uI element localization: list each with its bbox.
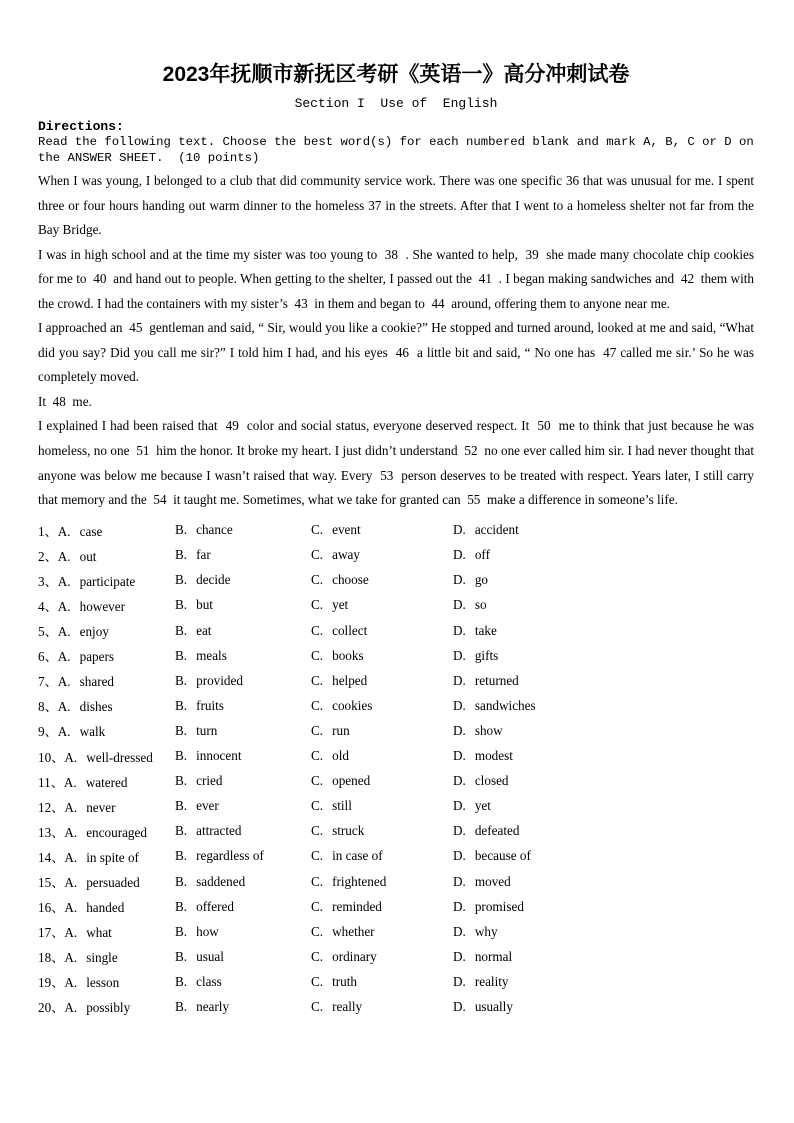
option-cell (453, 547, 754, 563)
option-letter: C. (311, 697, 324, 713)
option-cell (453, 949, 754, 965)
option-text: reality (474, 973, 509, 989)
option-text: nearly (196, 998, 230, 1014)
option-text: offered (196, 898, 234, 914)
option-text: encouraged (86, 824, 147, 840)
option-letter: D. (453, 848, 466, 864)
option-text: turn (196, 722, 218, 738)
option-cell (311, 823, 453, 839)
question-number: 5、 (38, 624, 58, 640)
option-text: run (332, 722, 350, 738)
option-cell (38, 571, 175, 590)
option-cell (175, 698, 311, 714)
option-letter: C. (311, 798, 324, 814)
option-text: closed (474, 773, 509, 789)
question-row (38, 994, 754, 1019)
option-text: away (332, 547, 360, 563)
option-text: in spite of (86, 849, 139, 865)
questions-list (38, 518, 754, 1020)
option-text: single (86, 950, 118, 966)
option-letter: A. (57, 649, 71, 665)
option-text: however (79, 598, 126, 614)
option-letter: C. (311, 597, 324, 613)
option-letter: A. (64, 849, 78, 865)
option-cell (311, 522, 453, 538)
option-text: so (474, 597, 487, 613)
option-text: yet (332, 597, 349, 613)
option-cell (38, 847, 175, 866)
option-text: defeated (474, 823, 520, 839)
option-cell (311, 924, 453, 940)
option-text: books (332, 647, 364, 663)
option-text: modest (474, 748, 513, 764)
option-cell (175, 823, 311, 839)
option-cell (38, 872, 175, 891)
option-text: class (196, 973, 222, 989)
option-text: what (86, 925, 112, 941)
option-text: possibly (86, 1000, 131, 1016)
option-text: regardless of (196, 848, 264, 864)
option-letter: B. (175, 898, 188, 914)
option-letter: D. (453, 597, 466, 613)
option-text: chance (196, 522, 233, 538)
option-text: really (332, 998, 363, 1014)
option-text: provided (196, 672, 243, 688)
option-text: why (474, 923, 498, 939)
option-letter: A. (64, 925, 78, 941)
option-cell (175, 874, 311, 890)
passage-paragraph: I was in high school and at the time my sister was too young to 38 . She wanted to help, 39 she made many chocolate chip cookies for me to 40 and hand out to people. When getting to the shelter, I passed out the 41 . I began making sandwiches and 42 them with the crowd. I had the containers with my sister’s 43 in them and began to 44 around, offering them to anyone near me. (38, 246, 758, 311)
option-letter: A. (64, 975, 78, 991)
option-text: opened (332, 773, 371, 789)
option-letter: A. (57, 598, 71, 614)
option-cell (311, 547, 453, 563)
option-cell (175, 597, 311, 613)
option-cell (311, 999, 453, 1015)
option-letter: A. (57, 724, 71, 740)
option-cell (38, 922, 175, 941)
option-letter: D. (453, 522, 466, 538)
option-letter: D. (453, 998, 466, 1014)
option-letter: C. (311, 948, 324, 964)
question-number: 18、 (38, 950, 65, 966)
option-text: truth (332, 973, 358, 989)
question-row (38, 919, 754, 944)
option-text: persuaded (86, 875, 140, 891)
question-number: 8、 (38, 699, 58, 715)
option-cell (311, 974, 453, 990)
option-letter: C. (311, 773, 324, 789)
option-text: gifts (474, 647, 499, 663)
option-cell (175, 924, 311, 940)
option-letter: C. (311, 647, 324, 663)
option-text: reminded (332, 898, 382, 914)
option-letter: D. (453, 622, 466, 638)
option-cell (453, 798, 754, 814)
option-cell (175, 623, 311, 639)
option-letter: B. (175, 697, 188, 713)
option-letter: D. (453, 798, 466, 814)
option-text: participate (79, 573, 136, 589)
option-cell (175, 798, 311, 814)
option-text: saddened (196, 873, 246, 889)
option-letter: C. (311, 898, 324, 914)
option-text: old (332, 748, 349, 764)
option-letter: A. (57, 699, 71, 715)
option-letter: B. (175, 973, 188, 989)
option-letter: B. (175, 923, 188, 939)
option-cell (453, 924, 754, 940)
option-cell (38, 897, 175, 916)
question-number: 11、 (38, 774, 64, 790)
option-letter: A. (64, 824, 78, 840)
option-cell (311, 623, 453, 639)
question-row (38, 794, 754, 819)
question-number: 9、 (38, 724, 58, 740)
option-cell (311, 572, 453, 588)
option-letter: C. (311, 547, 324, 563)
option-letter: B. (175, 873, 188, 889)
option-letter: B. (175, 773, 188, 789)
option-cell (38, 646, 175, 665)
question-number: 10、 (38, 749, 65, 765)
option-letter: D. (453, 572, 466, 588)
option-letter: A. (57, 523, 71, 539)
option-cell (175, 522, 311, 538)
option-cell (453, 673, 754, 689)
question-row (38, 744, 754, 769)
option-cell (38, 822, 175, 841)
option-letter: C. (311, 748, 324, 764)
question-number: 13、 (38, 824, 65, 840)
option-text: out (79, 548, 97, 564)
question-row (38, 718, 754, 743)
option-cell (453, 623, 754, 639)
question-number: 14、 (38, 849, 65, 865)
option-text: cried (196, 773, 223, 789)
option-text: helped (332, 672, 368, 688)
question-number: 6、 (38, 649, 58, 665)
question-row (38, 769, 754, 794)
option-letter: D. (453, 898, 466, 914)
option-text: how (196, 923, 219, 939)
option-cell (175, 974, 311, 990)
option-cell (311, 698, 453, 714)
question-number: 15、 (38, 875, 65, 891)
option-cell (311, 597, 453, 613)
option-letter: B. (175, 672, 188, 688)
option-letter: D. (453, 547, 466, 563)
option-text: cookies (332, 697, 373, 713)
option-letter: A. (57, 674, 71, 690)
option-letter: A. (64, 875, 78, 891)
option-text: accident (474, 522, 519, 538)
option-cell (311, 899, 453, 915)
option-text: attracted (196, 823, 242, 839)
option-text: ordinary (332, 948, 377, 964)
option-cell (311, 848, 453, 864)
question-number: 2、 (38, 548, 58, 564)
option-cell (175, 547, 311, 563)
option-cell (38, 997, 175, 1016)
option-text: far (196, 547, 211, 563)
option-cell (38, 521, 175, 540)
option-letter: A. (57, 548, 71, 564)
option-letter: D. (453, 948, 466, 964)
option-cell (453, 773, 754, 789)
option-cell (175, 999, 311, 1015)
question-number: 20、 (38, 1000, 65, 1016)
question-number: 7、 (38, 674, 58, 690)
option-text: go (474, 572, 489, 588)
passage-paragraph: It 48 me. (38, 393, 92, 409)
option-letter: C. (311, 823, 324, 839)
option-letter: C. (311, 572, 324, 588)
question-number: 17、 (38, 925, 65, 941)
question-row (38, 869, 754, 894)
option-text: struck (332, 823, 365, 839)
option-letter: B. (175, 722, 188, 738)
section-heading: Section I Use of English (294, 96, 498, 111)
question-row (38, 593, 754, 618)
question-row (38, 819, 754, 844)
question-number: 12、 (38, 799, 65, 815)
option-letter: C. (311, 522, 324, 538)
question-row (38, 518, 754, 543)
option-letter: D. (453, 923, 466, 939)
option-text: usually (474, 998, 513, 1014)
option-text: ever (196, 798, 219, 814)
option-cell (38, 972, 175, 991)
option-letter: C. (311, 998, 324, 1014)
option-text: handed (86, 900, 125, 916)
directions-label: Directions: (38, 119, 124, 134)
passage-paragraph: When I was young, I belonged to a club that did community service work. There was one specific 36 that was unusual for me. I spent three or four hours handing out warm dinner to the homeless 37 in the streets. After that I went to a homeless shelter not far from the Bay Bridge. (38, 173, 758, 238)
page-title: 2023年抚顺市新抚区考研《英语一》高分冲刺试卷 (162, 63, 630, 86)
option-cell (38, 797, 175, 816)
option-text: watered (85, 774, 128, 790)
option-cell (175, 773, 311, 789)
option-letter: B. (175, 597, 188, 613)
question-row (38, 543, 754, 568)
option-cell (38, 696, 175, 715)
option-text: collect (332, 622, 368, 638)
option-cell (311, 949, 453, 965)
option-letter: D. (453, 773, 466, 789)
option-cell (38, 596, 175, 615)
option-letter: B. (175, 948, 188, 964)
option-cell (453, 698, 754, 714)
option-cell (453, 823, 754, 839)
option-cell (175, 748, 311, 764)
option-text: show (474, 722, 503, 738)
option-text: whether (332, 923, 375, 939)
question-number: 3、 (38, 573, 58, 589)
question-row (38, 618, 754, 643)
option-letter: A. (64, 749, 78, 765)
option-cell (311, 773, 453, 789)
option-letter: D. (453, 973, 466, 989)
option-letter: B. (175, 572, 188, 588)
question-row (38, 969, 754, 994)
option-letter: C. (311, 848, 324, 864)
passage-paragraph: I explained I had been raised that 49 color and social status, everyone deserved respect. It 50 me to think that just because he was homeless, no one 51 him the honor. It broke my heart. I just didn’t understand 52 no one ever called him sir. I had never thought that anyone was below me because I wasn’t raised that way. Every 53 person deserves to be treated with respect. Years later, I still carry that memory and the 54 it taught me. Sometimes, what we take for granted can 55 make a difference in someone’s life. (38, 418, 758, 508)
option-cell (175, 949, 311, 965)
option-letter: A. (64, 950, 78, 966)
option-cell (175, 673, 311, 689)
option-letter: C. (311, 973, 324, 989)
option-text: meals (196, 647, 227, 663)
question-row (38, 643, 754, 668)
option-letter: D. (453, 647, 466, 663)
option-text: case (79, 523, 103, 539)
question-number: 19、 (38, 975, 65, 991)
option-letter: D. (453, 873, 466, 889)
question-row (38, 844, 754, 869)
option-cell (311, 673, 453, 689)
option-cell (38, 546, 175, 565)
option-cell (453, 848, 754, 864)
option-text: frightened (332, 873, 387, 889)
question-number: 4、 (38, 598, 58, 614)
option-letter: D. (453, 722, 466, 738)
question-row (38, 668, 754, 693)
option-cell (38, 772, 175, 791)
option-cell (175, 848, 311, 864)
option-text: innocent (196, 748, 242, 764)
option-cell (175, 572, 311, 588)
option-letter: B. (175, 748, 188, 764)
option-text: dishes (79, 699, 113, 715)
option-cell (453, 648, 754, 664)
option-letter: A. (64, 1000, 78, 1016)
directions-body: Read the following text. Choose the best word(s) for each numbered blank and mark A, B, C or D on the ANSWER SHEET. (10 points) (38, 135, 762, 165)
question-number: 16、 (38, 900, 65, 916)
option-cell (453, 748, 754, 764)
option-letter: A. (57, 624, 71, 640)
option-letter: C. (311, 873, 324, 889)
option-letter: B. (175, 823, 188, 839)
option-cell (311, 648, 453, 664)
passage (38, 169, 758, 513)
option-letter: C. (311, 722, 324, 738)
option-cell (453, 723, 754, 739)
question-row (38, 944, 754, 969)
option-text: well-dressed (86, 749, 153, 765)
option-letter: B. (175, 798, 188, 814)
option-letter: A. (64, 900, 78, 916)
option-cell (453, 522, 754, 538)
option-cell (453, 999, 754, 1015)
option-cell (175, 899, 311, 915)
passage-paragraph: I approached an 45 gentleman and said, “ Sir, would you like a cookie?” He stopped and turned around, looked at me and said, “What did you say? Did you call me sir?” I told him I had, and his eyes 46 a little bit and said, “ No one has 47 called me sir.’ So he was completely moved. (38, 320, 758, 385)
option-text: moved (474, 873, 511, 889)
option-cell (311, 748, 453, 764)
option-cell (38, 721, 175, 740)
option-letter: B. (175, 647, 188, 663)
option-cell (311, 723, 453, 739)
option-text: walk (79, 724, 106, 740)
option-cell (453, 899, 754, 915)
option-text: take (474, 622, 497, 638)
option-text: enjoy (79, 624, 109, 640)
option-cell (311, 798, 453, 814)
option-letter: C. (311, 672, 324, 688)
option-cell (453, 572, 754, 588)
option-letter: A. (63, 774, 77, 790)
option-cell (453, 974, 754, 990)
option-text: promised (474, 898, 524, 914)
option-text: still (332, 798, 352, 814)
question-row (38, 894, 754, 919)
option-text: off (474, 547, 490, 563)
option-text: because of (474, 848, 531, 864)
option-cell (38, 747, 175, 766)
option-text: eat (196, 622, 212, 638)
option-letter: D. (453, 697, 466, 713)
option-letter: B. (175, 522, 188, 538)
option-text: usual (196, 948, 224, 964)
option-cell (175, 648, 311, 664)
option-text: normal (474, 948, 513, 964)
option-letter: D. (453, 748, 466, 764)
option-cell (38, 947, 175, 966)
option-text: choose (332, 572, 369, 588)
option-letter: C. (311, 622, 324, 638)
option-text: decide (196, 572, 231, 588)
option-cell (38, 671, 175, 690)
option-letter: D. (453, 823, 466, 839)
option-text: never (86, 799, 116, 815)
question-number: 1、 (38, 523, 58, 539)
option-text: event (332, 522, 361, 538)
option-letter: A. (64, 799, 78, 815)
option-cell (175, 723, 311, 739)
option-letter: B. (175, 998, 188, 1014)
option-cell (453, 874, 754, 890)
option-text: yet (474, 798, 491, 814)
option-letter: B. (175, 547, 188, 563)
question-row (38, 693, 754, 718)
option-text: fruits (196, 697, 224, 713)
option-letter: C. (311, 923, 324, 939)
option-text: lesson (86, 975, 120, 991)
option-cell (38, 621, 175, 640)
option-text: returned (474, 672, 519, 688)
option-text: in case of (332, 848, 383, 864)
option-letter: D. (453, 672, 466, 688)
question-row (38, 568, 754, 593)
option-text: but (196, 597, 213, 613)
option-cell (311, 874, 453, 890)
option-cell (453, 597, 754, 613)
option-letter: A. (57, 573, 71, 589)
option-text: shared (79, 674, 115, 690)
option-text: papers (79, 649, 115, 665)
option-letter: B. (175, 622, 188, 638)
option-text: sandwiches (474, 697, 536, 713)
option-letter: B. (175, 848, 188, 864)
